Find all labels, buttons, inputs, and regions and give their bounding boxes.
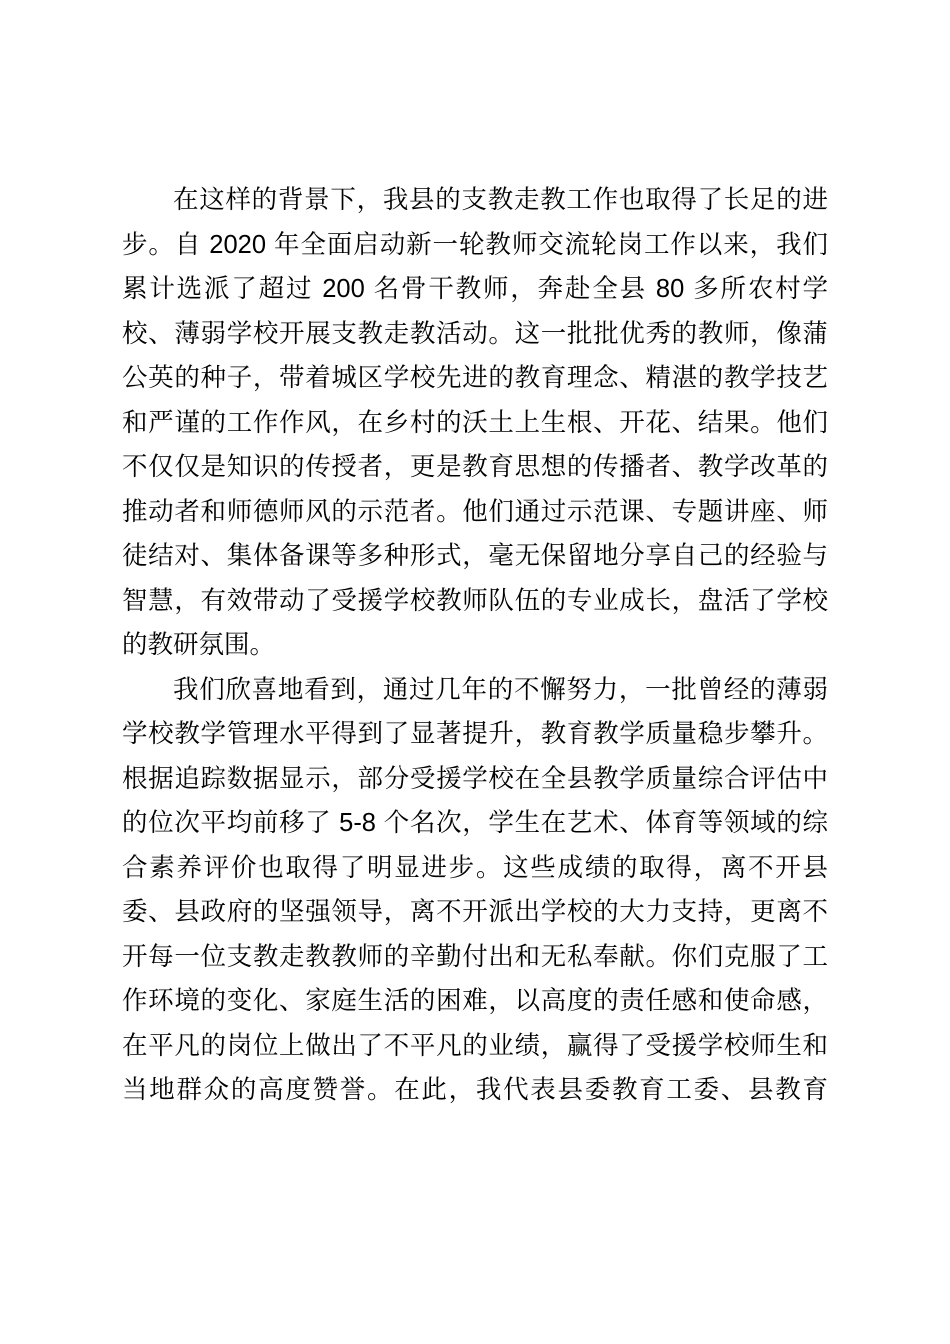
text-line-p1-3: 累计选派了超过 200 名骨干教师，奔赴全县 80 多所农村学 xyxy=(122,275,828,303)
text-line-p2-4: 的位次平均前移了 5-8 个名次，学生在艺术、体育等领域的综 xyxy=(122,809,828,837)
text-line-p1-4: 校、薄弱学校开展支教走教活动。这一批批优秀的教师，像蒲 xyxy=(122,319,828,348)
text-line-p2-9: 在平凡的岗位上做出了不平凡的业绩，赢得了受援学校师生和 xyxy=(122,1031,828,1060)
text-line-p1-5: 公英的种子，带着城区学校先进的教育理念、精湛的教学技艺 xyxy=(122,364,828,392)
text-line-p1-6: 和严谨的工作作风，在乡村的沃土上生根、开花、结果。他们 xyxy=(122,408,828,437)
text-line-p1-1: 在这样的背景下，我县的支教走教工作也取得了长足的进 xyxy=(173,186,828,214)
text-line-p2-8: 作环境的变化、家庭生活的困难，以高度的责任感和使命感， xyxy=(122,987,828,1015)
text-line-p2-3: 根据追踪数据显示，部分受援学校在全县教学质量综合评估中 xyxy=(122,764,828,793)
text-line-p2-6: 委、县政府的坚强领导，离不开派出学校的大力支持，更离不 xyxy=(122,898,828,926)
text-line-p2-10: 当地群众的高度赞誉。在此，我代表县委教育工委、县教育 xyxy=(122,1076,828,1104)
text-line-p2-2: 学校教学管理水平得到了显著提升，教育教学质量稳步攀升。 xyxy=(122,720,828,748)
text-line-p1-8: 推动者和师德师风的示范者。他们通过示范课、专题讲座、师 xyxy=(122,497,828,526)
document-body xyxy=(122,178,828,1113)
text-line-p1-11: 的教研氛围。 xyxy=(122,631,276,659)
text-line-p1-2: 步。自 2020 年全面启动新一轮教师交流轮岗工作以来，我们 xyxy=(122,230,828,259)
text-line-p1-10: 智慧，有效带动了受援学校教师队伍的专业成长，盘活了学校 xyxy=(122,586,828,615)
text-line-p2-5: 合素养评价也取得了明显进步。这些成绩的取得，离不开县 xyxy=(122,853,828,882)
text-line-p1-7: 不仅仅是知识的传授者，更是教育思想的传播者、教学改革的 xyxy=(122,453,828,481)
text-line-p1-9: 徒结对、集体备课等多种形式，毫无保留地分享自己的经验与 xyxy=(122,542,828,570)
text-line-p2-7: 开每一位支教走教教师的辛勤付出和无私奉献。你们克服了工 xyxy=(122,942,828,971)
text-line-p2-1: 我们欣喜地看到，通过几年的不懈努力，一批曾经的薄弱 xyxy=(173,675,828,704)
